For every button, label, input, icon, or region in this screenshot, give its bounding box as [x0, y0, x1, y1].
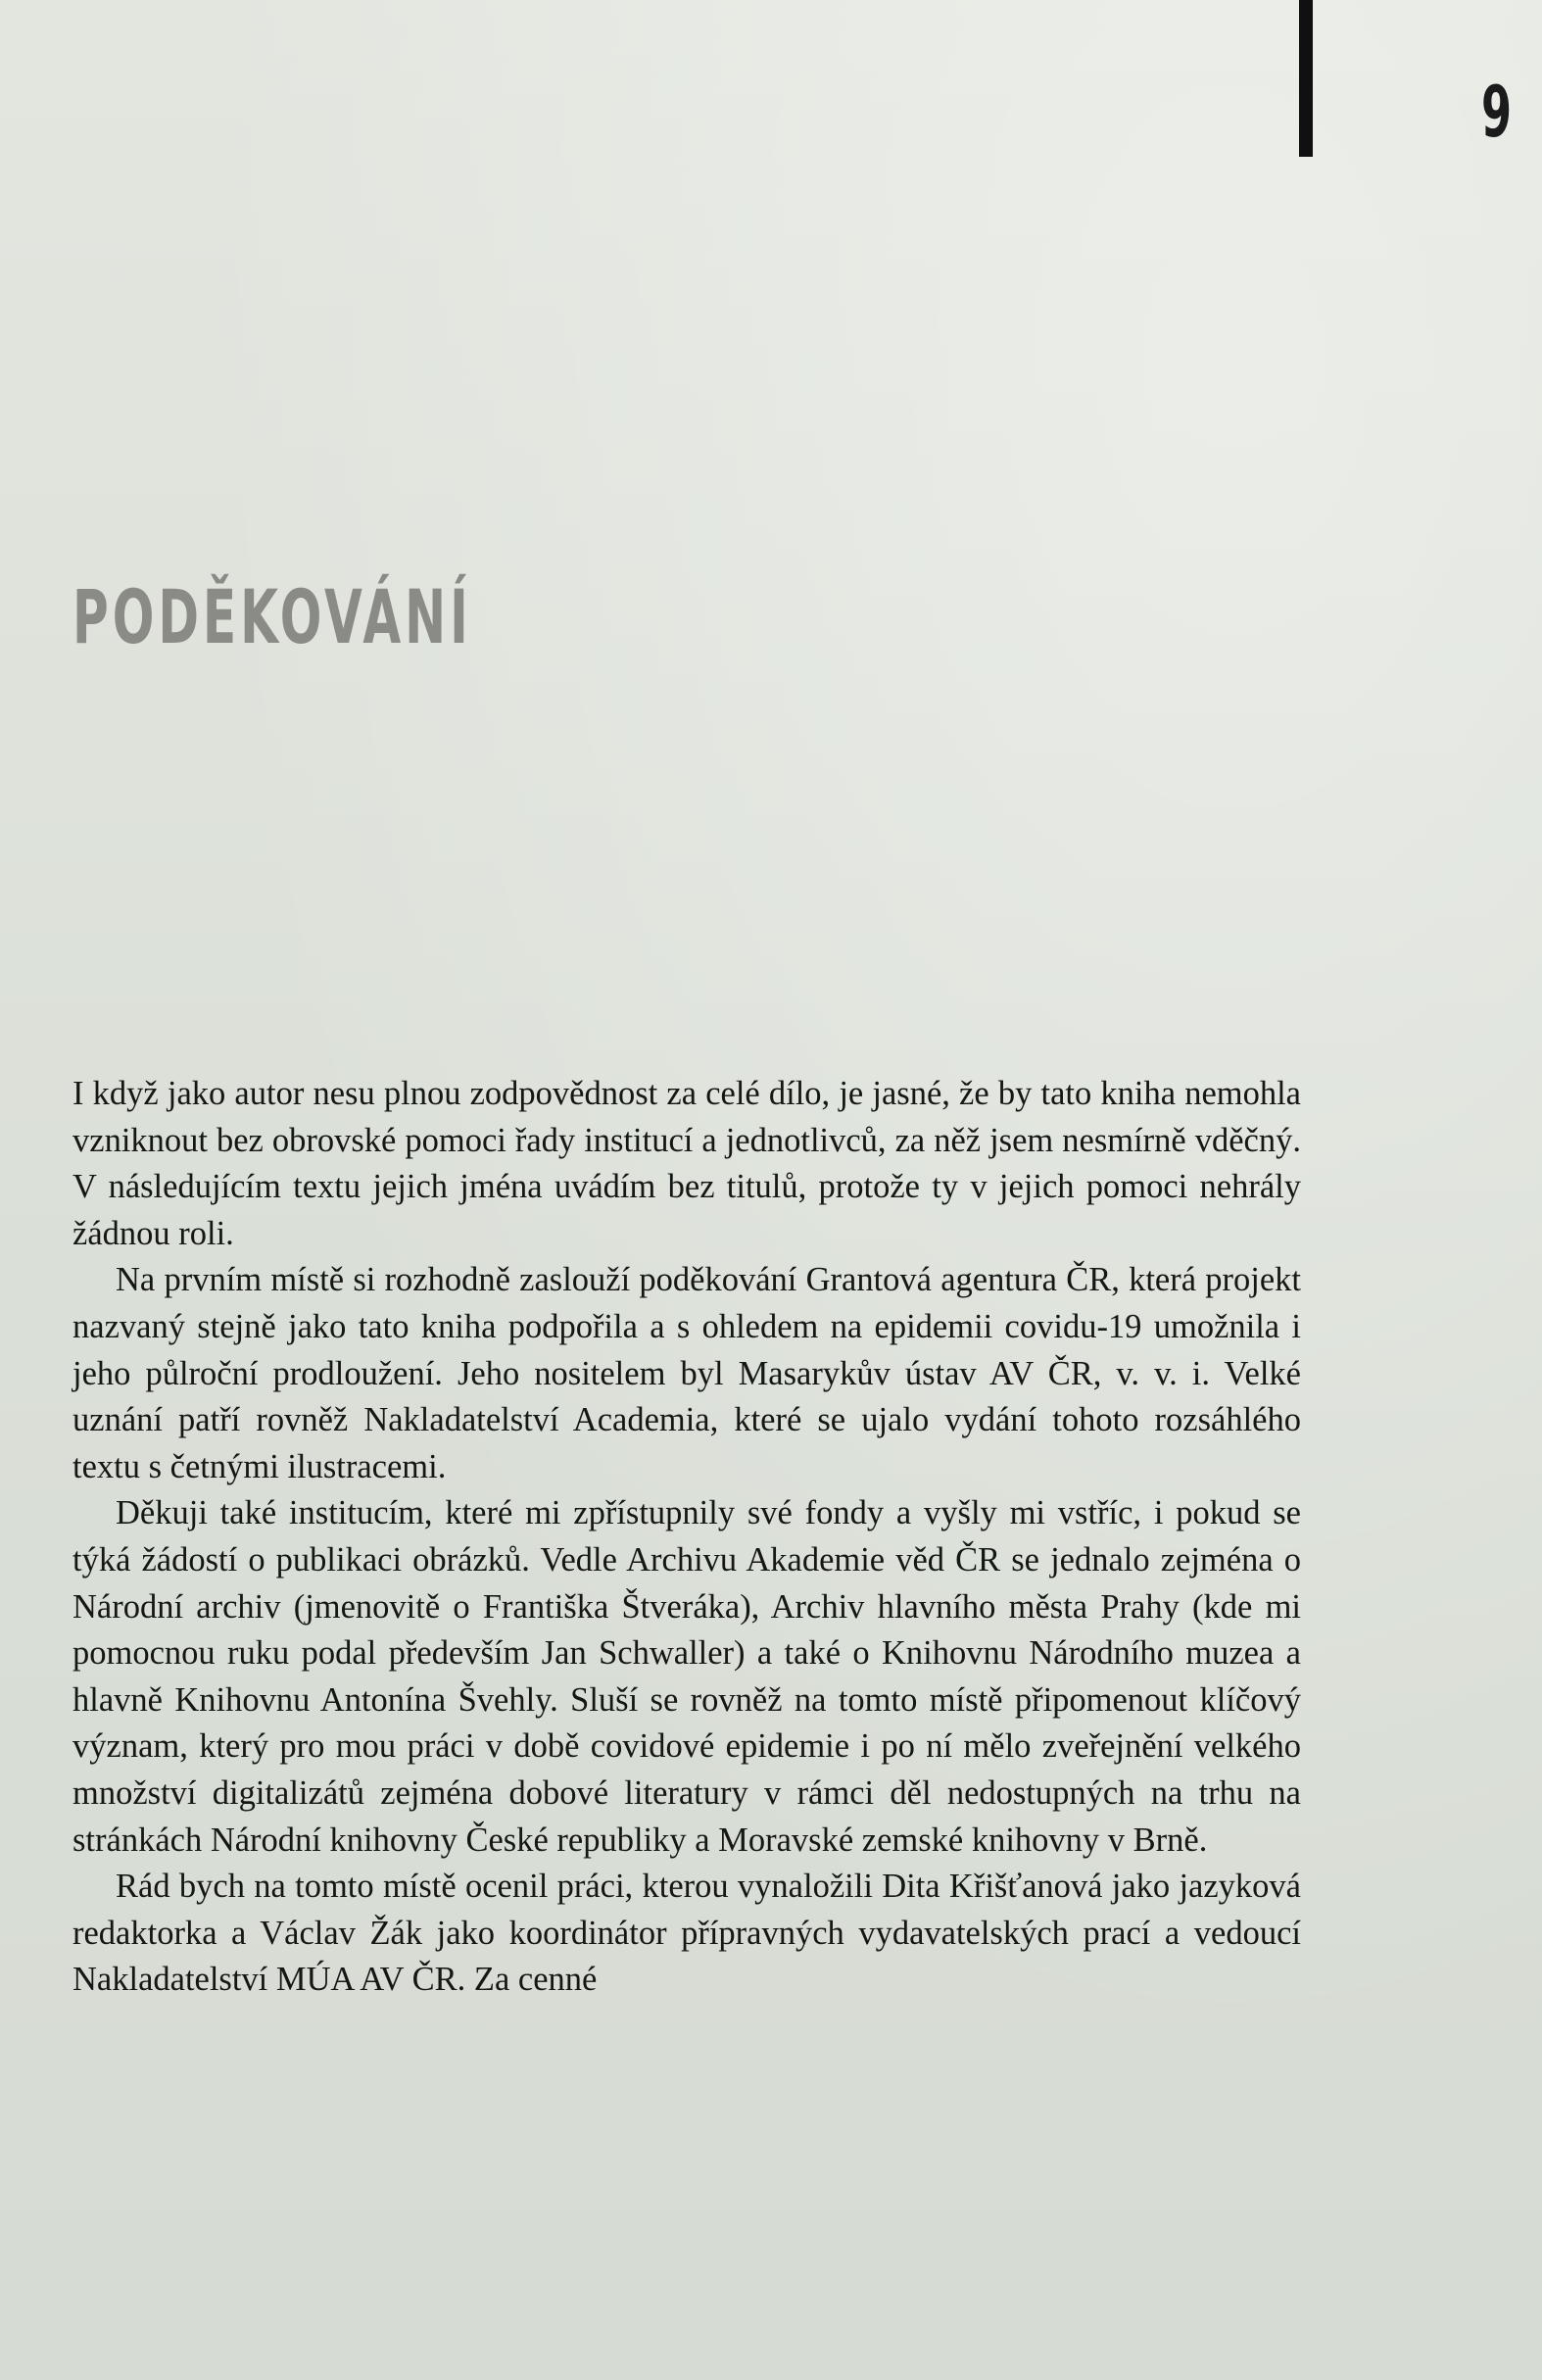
- paragraph: Na prvním místě si rozhodně zaslouží poděkování Grantová agentura ČR, která projekt nazvaný stejně jako tato kniha podpořila a s ohledem na epidemii covidu-19 umožnila i jeho půlroční prodloužení. Jeho nositelem byl Masarykův ústav AV ČR, v. v. i. Velké uznání patří rovněž Nakladatelství Academia, které se ujalo vydání tohoto rozsáhlého textu s četnými ilustracemi.: [72, 1261, 1301, 1485]
- body-text: [72, 1071, 1301, 2004]
- paragraph: Děkuji také institucím, které mi zpřístupnily své fondy a vyšly mi vstříc, i pokud se týká žádostí o publikaci obrázků. Vedle Archivu Akademie věd ČR se jednalo zejména o Národní archiv (jmenovitě o Františka Štveráka), Archiv hlavního města Prahy (kde mi pomocnou ruku podal především Jan Schwaller) a také o Knihovnu Národního muzea a hlavně Knihovnu Antonína Švehly. Sluší se rovněž na tomto místě připomenout klíčový význam, který pro mou práci v době covidové epidemie i po ní mělo zveřejnění velkého množství digitalizátů zejména dobové literatury v rámci děl nedostupných na trhu na stránkách Národní knihovny České republiky a Moravské zemské knihovny v Brně.: [72, 1494, 1301, 1859]
- chapter-title: PODĚKOVÁNÍ: [72, 573, 472, 660]
- header-rule: [1299, 0, 1313, 157]
- paragraph: I když jako autor nesu plnou zodpovědnost za celé dílo, je jasné, že by tato kniha nemohla vzniknout bez obrovské pomoci řady institucí a jednotlivců, za něž jsem nesmírně vděčný. V následujícím textu jejich jména uvádím bez titulů, protože ty v jejich pomoci nehrály žádnou roli.: [72, 1075, 1301, 1252]
- page-number: 9: [1481, 71, 1513, 153]
- paragraph: Rád bych na tomto místě ocenil práci, kterou vynaložili Dita Křišťanová jako jazyková redaktorka a Václav Žák jako koordinátor přípravných vydavatelských prací a vedoucí Nakladatelství MÚA AV ČR. Za cenné: [72, 1868, 1301, 1999]
